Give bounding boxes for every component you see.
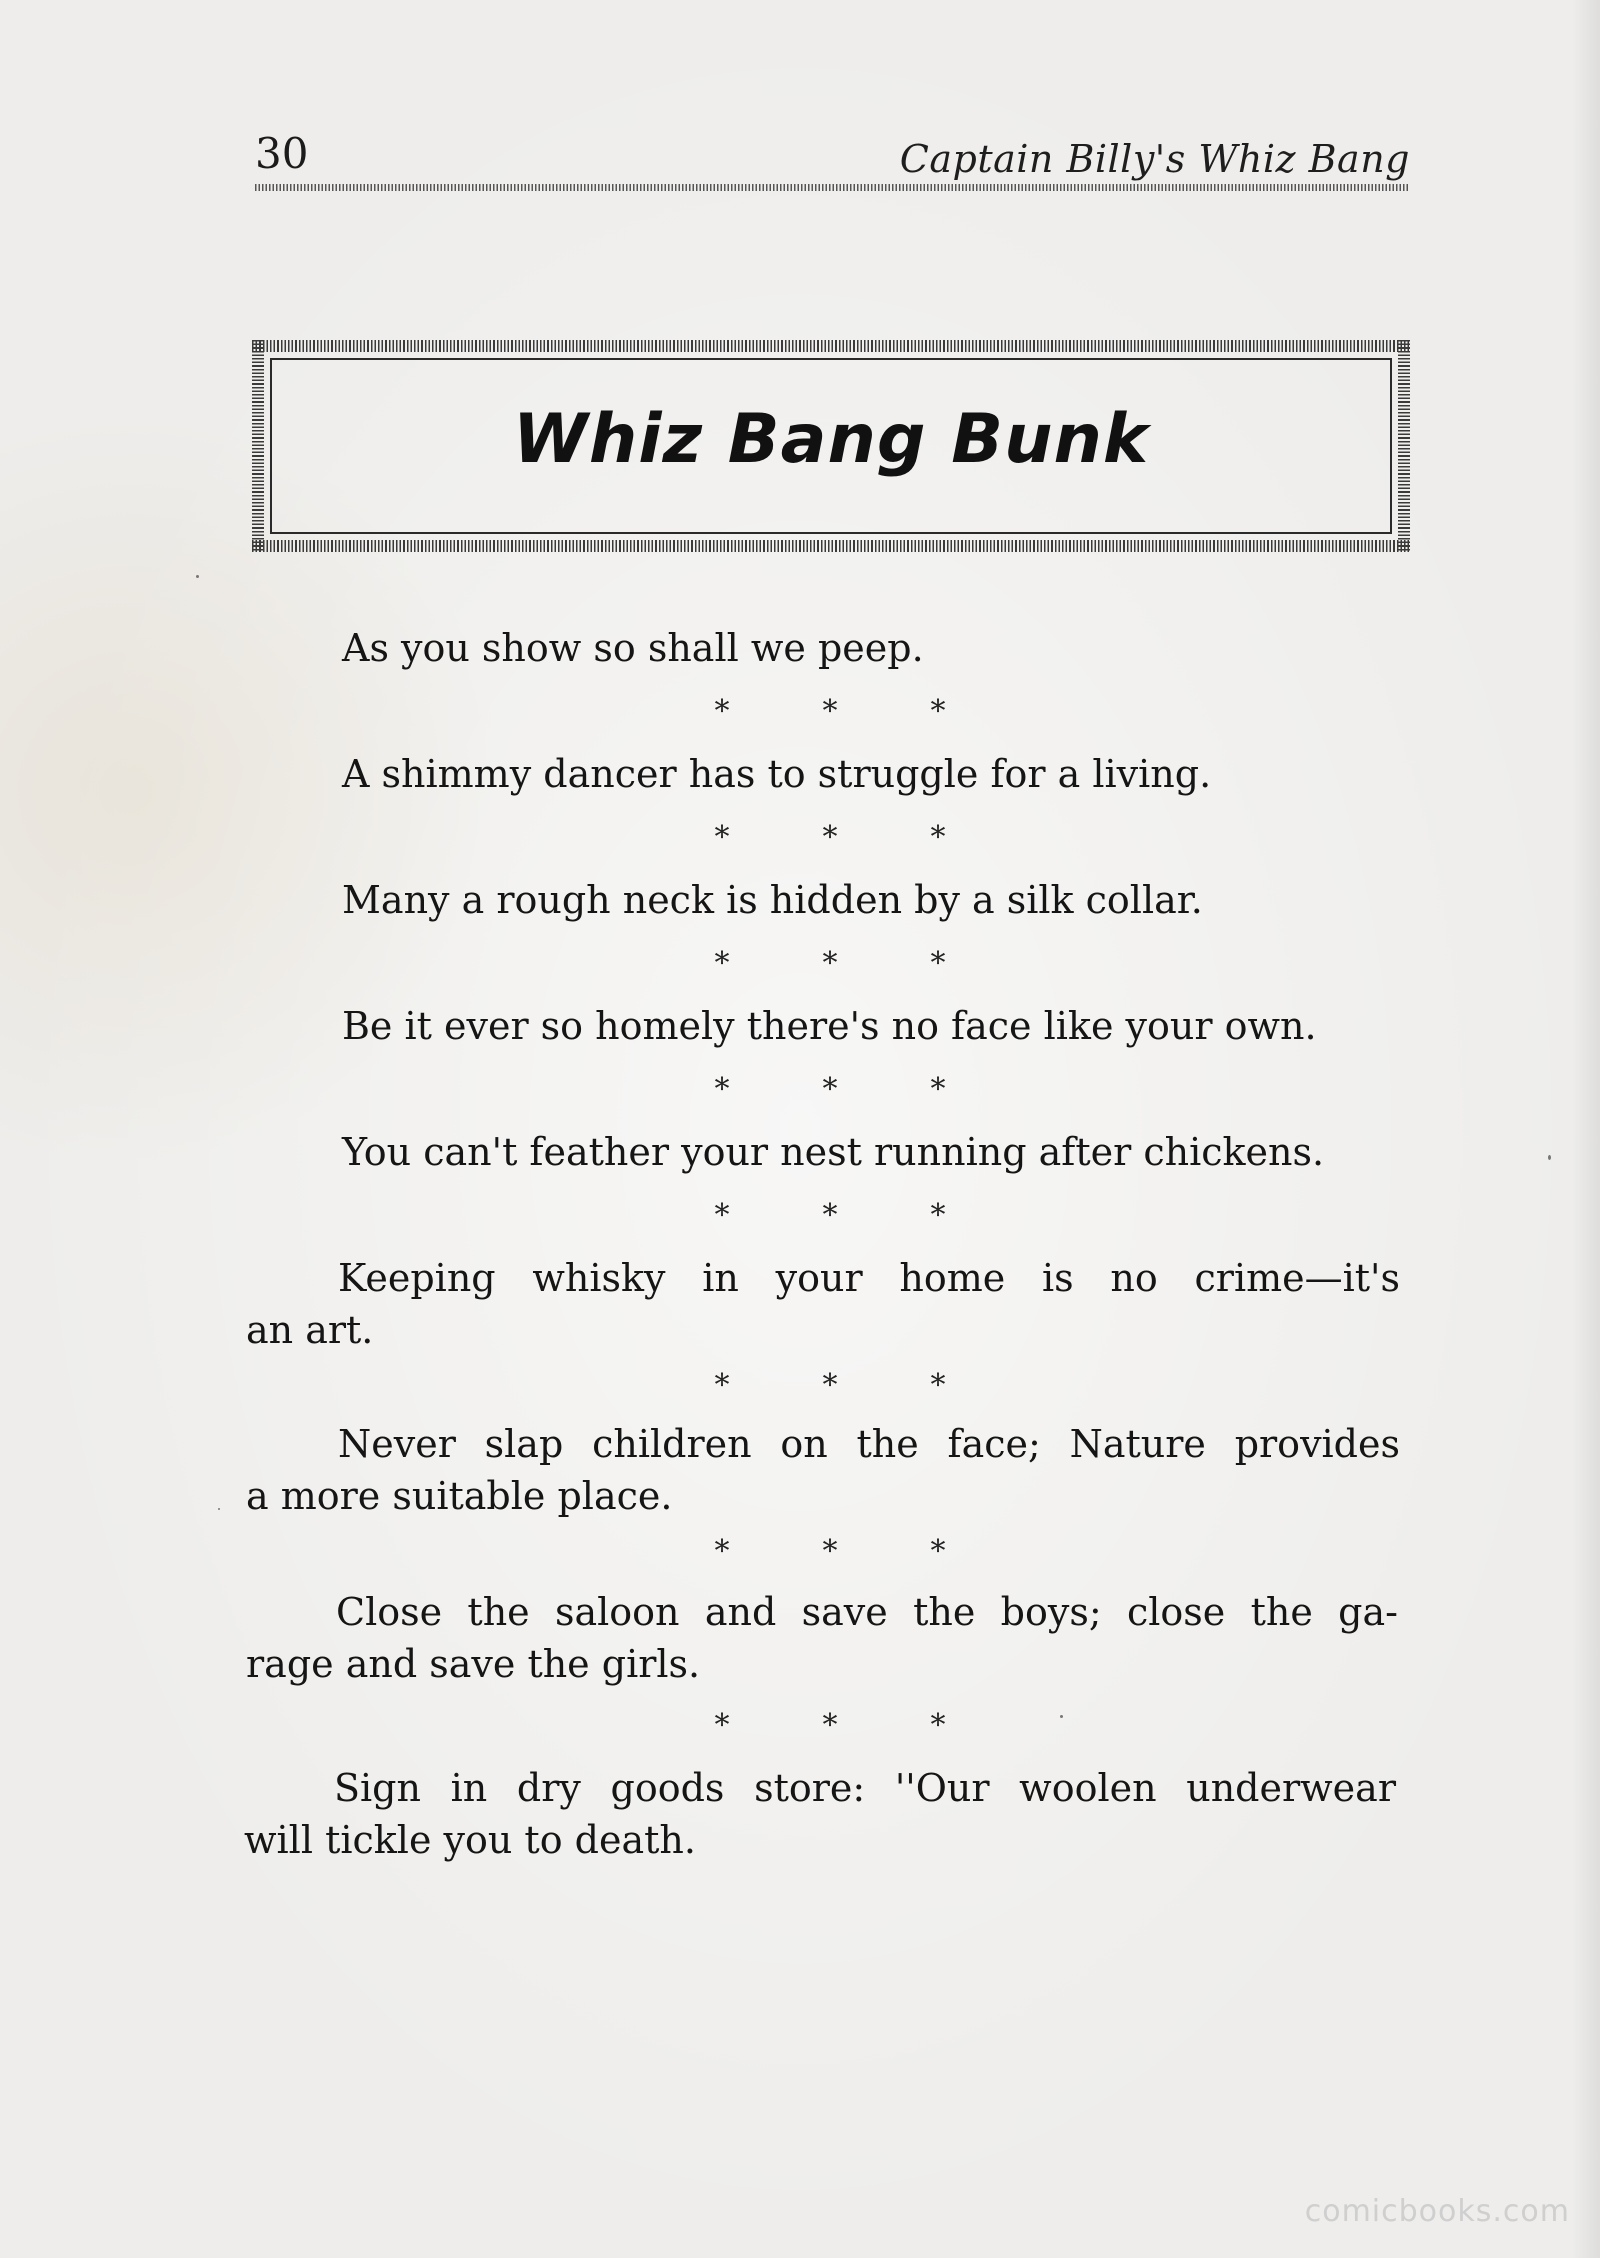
joke-7-line-2: a more suitable place.	[246, 1474, 673, 1518]
separator-star: *	[714, 1534, 730, 1569]
separator-star: *	[822, 946, 838, 981]
separator-star: *	[930, 694, 946, 729]
joke-3-line-1: Many a rough neck is hidden by a silk collar.	[342, 878, 1203, 922]
separator-4	[710, 1070, 950, 1110]
separator-star: *	[714, 946, 730, 981]
header-rule	[255, 184, 1410, 191]
separator-star: *	[714, 820, 730, 855]
separator-1	[710, 692, 950, 732]
separator-star: *	[930, 820, 946, 855]
title-box-hatch-top	[252, 340, 1410, 352]
joke-9-line-2: will tickle you to death.	[244, 1818, 696, 1862]
separator-star: *	[930, 946, 946, 981]
separator-5	[710, 1196, 950, 1236]
separator-star: *	[822, 1072, 838, 1107]
joke-6-line-1: Keeping whisky in your home is no crime—it's	[338, 1256, 1400, 1300]
separator-2	[710, 818, 950, 858]
separator-star: *	[822, 1198, 838, 1233]
title-box	[252, 340, 1410, 552]
separator-star: *	[822, 694, 838, 729]
watermark: comicbooks.com	[1304, 2194, 1570, 2229]
joke-5-line-1: You can't feather your nest running after chickens.	[342, 1130, 1325, 1174]
separator-star: *	[714, 1368, 730, 1403]
running-head	[255, 128, 1410, 190]
separator-star: *	[714, 1198, 730, 1233]
joke-9-line-1: Sign in dry goods store: ''Our woolen underwear	[334, 1766, 1396, 1810]
joke-8-line-2: rage and save the girls.	[246, 1642, 701, 1686]
page-number: 30	[255, 129, 309, 178]
scan-speck	[1548, 1155, 1551, 1160]
scan-speck	[196, 575, 199, 578]
joke-7-line-1: Never slap children on the face; Nature provides	[338, 1422, 1400, 1466]
separator-star: *	[714, 1072, 730, 1107]
scan-speck	[1060, 1715, 1063, 1718]
title-box-hatch-bottom	[252, 540, 1410, 552]
separator-8	[710, 1706, 950, 1746]
separator-star: *	[822, 1534, 838, 1569]
separator-star: *	[822, 1368, 838, 1403]
page-title: Whiz Bang Bunk	[512, 400, 1150, 479]
joke-2-line-1: A shimmy dancer has to struggle for a living.	[342, 752, 1212, 796]
separator-star: *	[930, 1368, 946, 1403]
separator-6	[710, 1366, 950, 1406]
separator-star: *	[930, 1534, 946, 1569]
running-title: Captain Billy's Whiz Bang	[899, 137, 1410, 181]
separator-star: *	[930, 1072, 946, 1107]
scan-speck	[218, 1508, 220, 1510]
separator-star: *	[714, 694, 730, 729]
separator-star: *	[930, 1198, 946, 1233]
page-edge-shadow	[1572, 0, 1600, 2258]
joke-4-line-1: Be it ever so homely there's no face like your own.	[342, 1004, 1317, 1048]
joke-6-line-2: an art.	[246, 1308, 374, 1352]
separator-star: *	[714, 1708, 730, 1743]
separator-3	[710, 944, 950, 984]
joke-8-line-1: Close the saloon and save the boys; close the ga-	[336, 1590, 1398, 1634]
joke-1-line-1: As you show so shall we peep.	[342, 626, 924, 670]
separator-7	[710, 1532, 950, 1572]
separator-star: *	[930, 1708, 946, 1743]
separator-star: *	[822, 1708, 838, 1743]
separator-star: *	[822, 820, 838, 855]
